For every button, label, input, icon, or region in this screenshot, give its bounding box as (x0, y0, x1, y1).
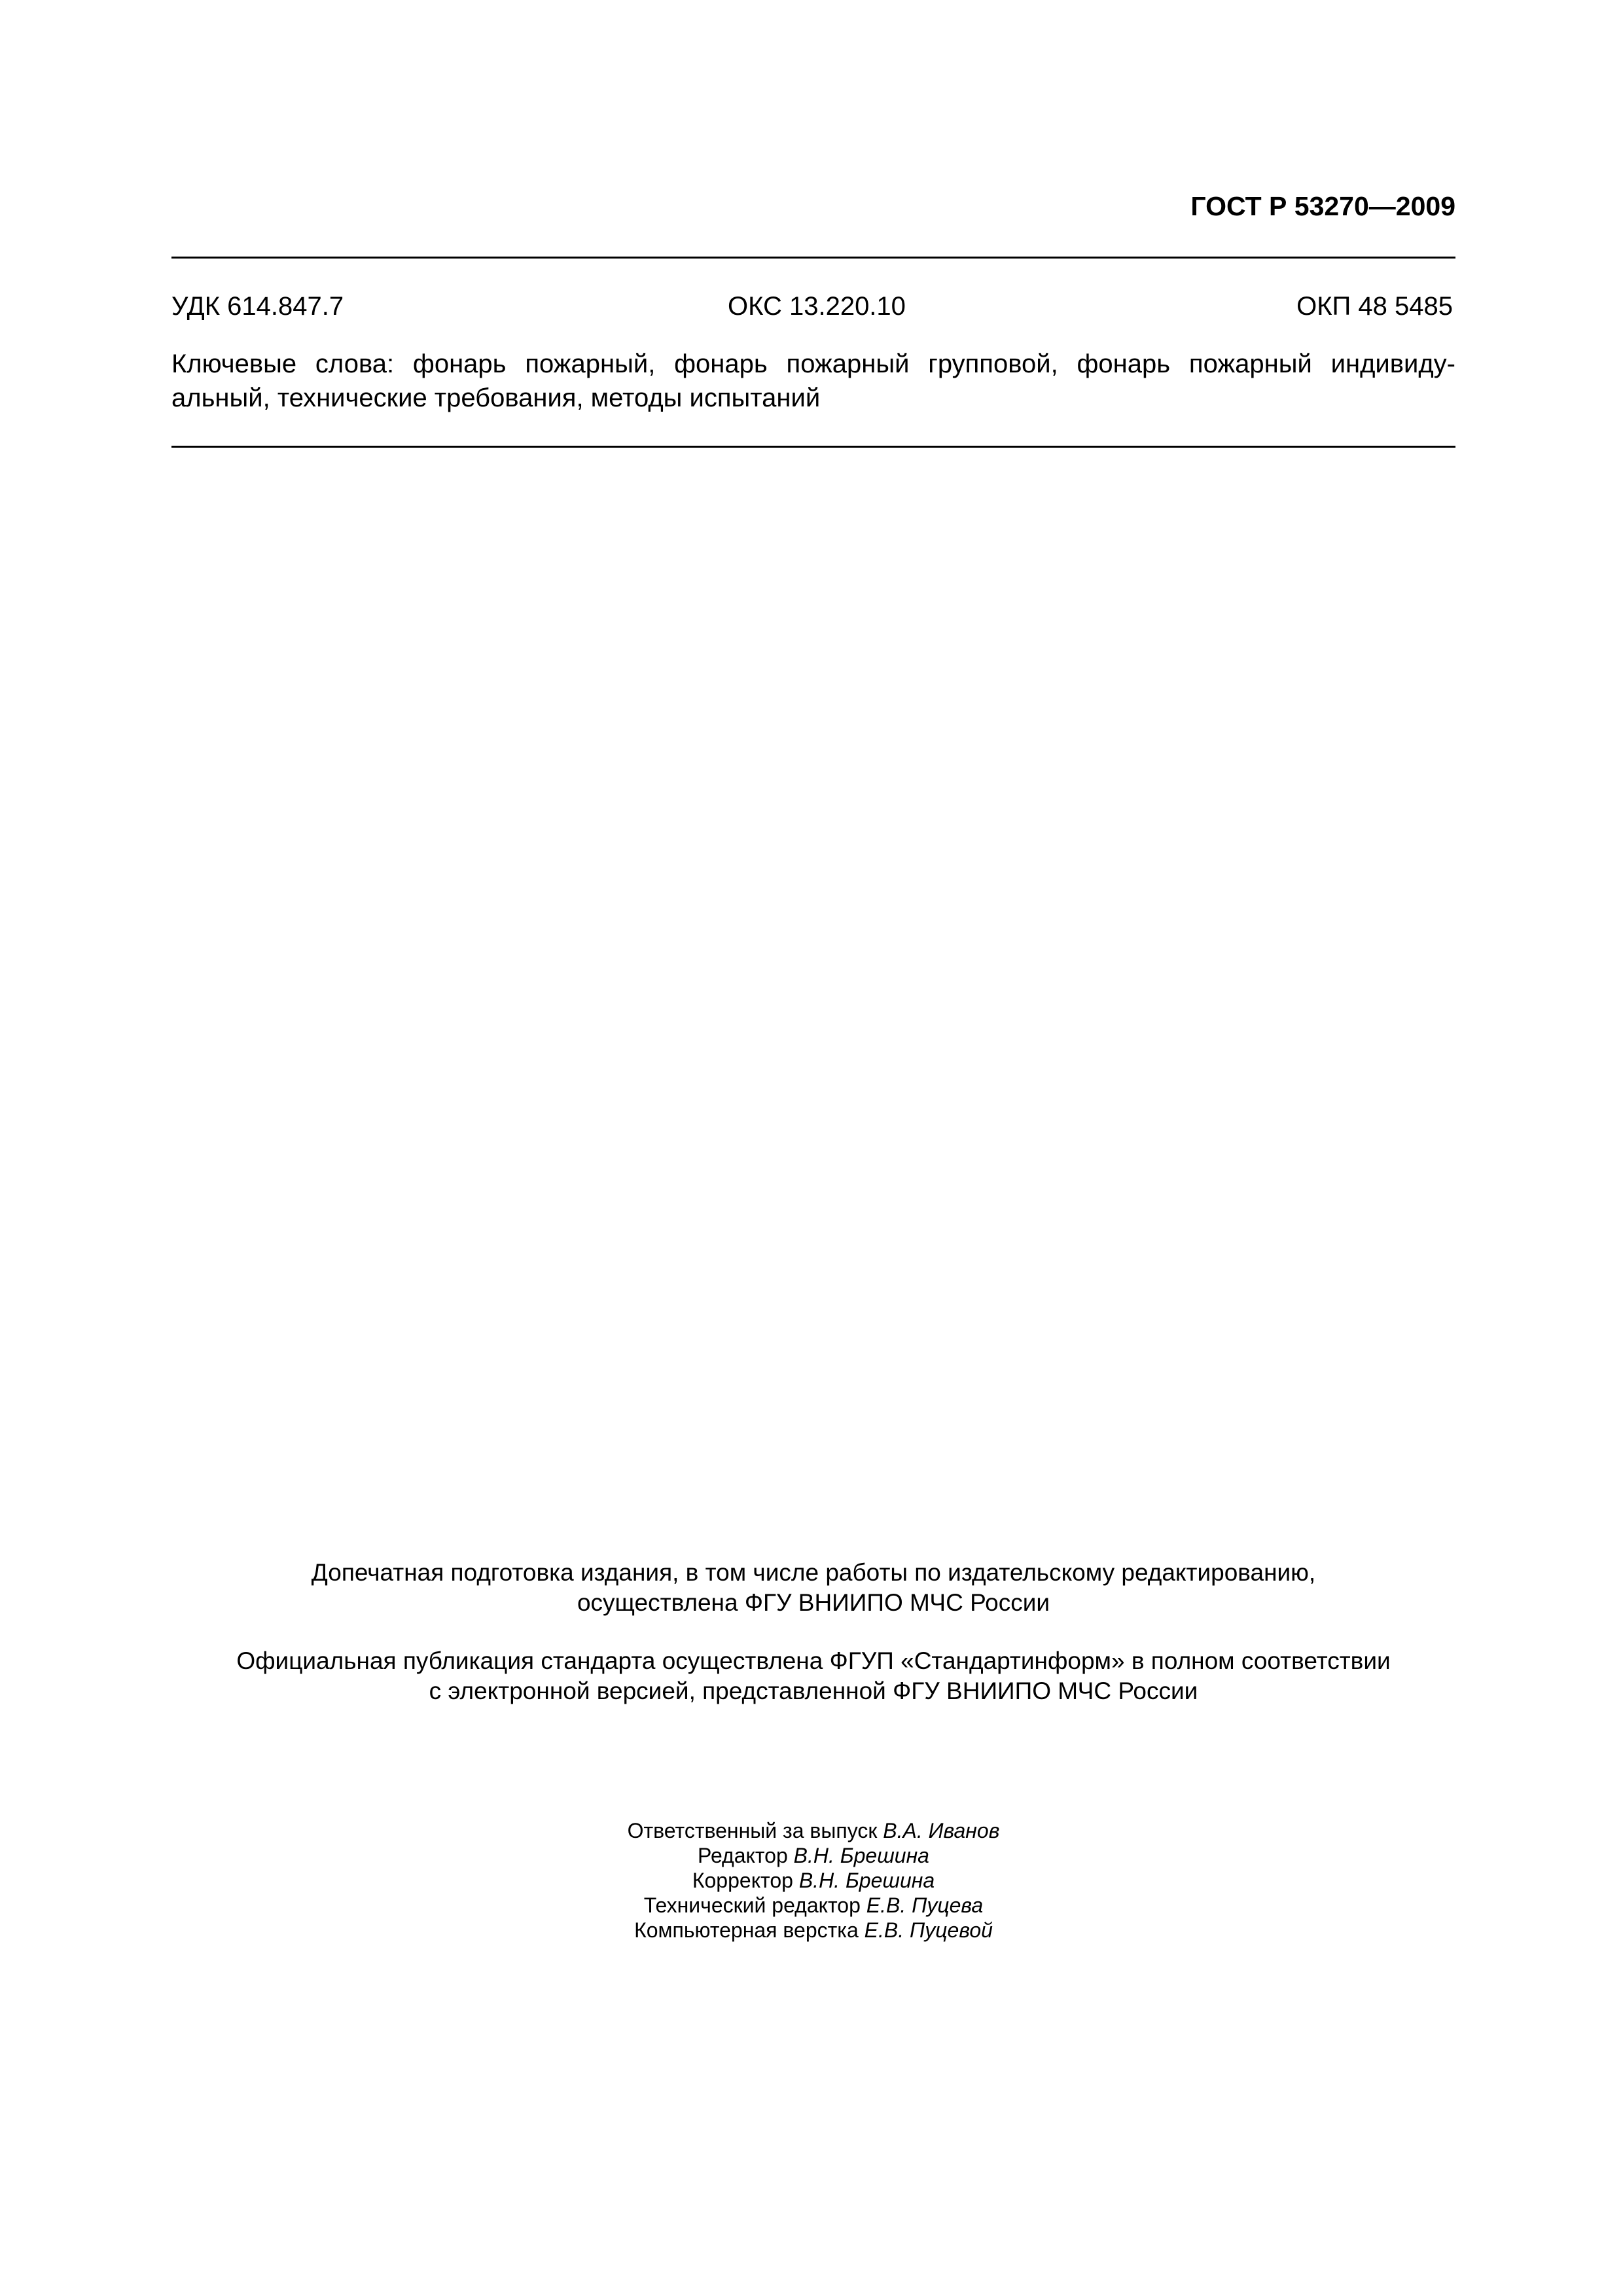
staff-list (171, 1818, 1455, 1943)
classifier-codes (171, 290, 1455, 323)
staff-role: Редактор (698, 1844, 788, 1867)
staff-row (171, 1893, 1455, 1918)
oks-code: ОКС 13.220.10 (728, 292, 906, 321)
udk-code: УДК 614.847.7 (171, 292, 344, 321)
staff-row (171, 1818, 1455, 1843)
staff-name: В.Н. Брешина (793, 1844, 929, 1867)
bottom-divider (171, 446, 1455, 448)
staff-row (171, 1843, 1455, 1868)
staff-name: В.А. Иванов (883, 1819, 1000, 1842)
prepress-note (171, 1558, 1455, 1618)
keywords-line-1: Ключевые слова: фонарь пожарный, фонарь пожарный групповой, фонарь пожарный индивиду- (171, 350, 1455, 378)
publication-line-2: с электронной версией, представленной ФГУ ВНИИПО МЧС России (429, 1677, 1198, 1704)
staff-name: В.Н. Брешина (798, 1869, 935, 1892)
staff-role: Корректор (692, 1869, 793, 1892)
prepress-line-1: Допечатная подготовка издания, в том числе работы по издательскому редактированию, (311, 1559, 1316, 1586)
keywords-paragraph (171, 347, 1455, 415)
okp-code: ОКП 48 5485 (1296, 292, 1453, 321)
publication-line-1: Официальная публикация стандарта осуществлена ФГУП «Стандартинформ» в полном соответствии (236, 1647, 1391, 1674)
publication-note (171, 1646, 1455, 1706)
staff-row (171, 1918, 1455, 1943)
keywords-line-2: альный, технические требования, методы испытаний (171, 384, 821, 412)
staff-role: Компьютерная верстка (634, 1918, 859, 1942)
staff-row (171, 1868, 1455, 1893)
staff-role: Технический редактор (643, 1893, 861, 1917)
staff-name: Е.В. Пуцевой (864, 1918, 993, 1942)
staff-role: Ответственный за выпуск (627, 1819, 878, 1842)
standard-code: ГОСТ Р 53270—2009 (1190, 191, 1455, 221)
prepress-line-2: осуществлена ФГУ ВНИИПО МЧС России (577, 1589, 1050, 1616)
staff-name: Е.В. Пуцева (866, 1893, 984, 1917)
top-divider (171, 257, 1455, 259)
